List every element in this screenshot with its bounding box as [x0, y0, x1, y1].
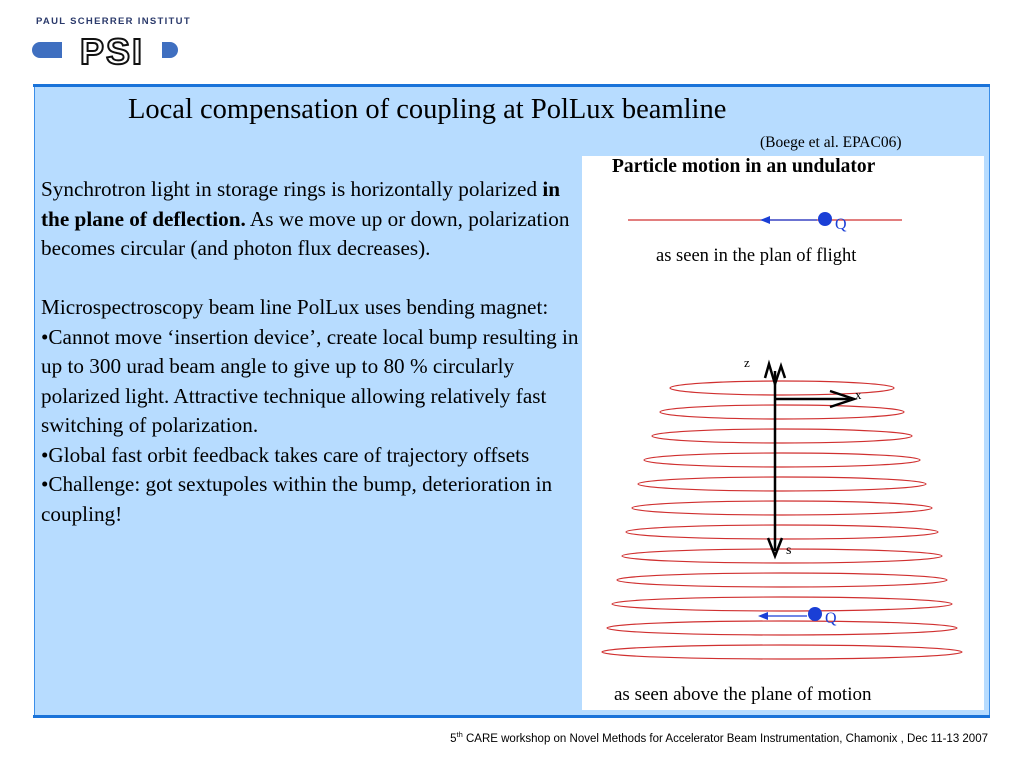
- figure-caption-top: as seen in the plan of flight: [656, 246, 857, 266]
- particle-top: [818, 212, 832, 226]
- paragraph-text: As we move up or down, polarization becomes circular (and photon flux decreases).: [41, 206, 570, 260]
- arrowhead-top: [760, 216, 770, 224]
- slide-title: Local compensation of coupling at PolLux beamline: [128, 94, 727, 125]
- helical-trajectory: [602, 381, 962, 659]
- bullet-item: •Challenge: got sextupoles within the bump, deterioration in coupling!: [41, 472, 553, 526]
- charge-label-top: Q: [835, 216, 847, 233]
- figure-caption-bottom: as seen above the plane of motion: [614, 684, 872, 705]
- paragraph-bold-text: in the plane of deflection.: [41, 177, 561, 231]
- figure-title: Particle motion in an undulator: [612, 156, 876, 177]
- arrowhead-bottom: [758, 612, 768, 620]
- undulator-figure: [582, 156, 984, 710]
- footer-body: CARE workshop on Novel Methods for Accelerator Beam Instrumentation, Chamonix , Dec 11-13 2007: [462, 732, 988, 745]
- charge-label-bottom: Q: [825, 610, 837, 627]
- logo-mark-text: PSI: [79, 31, 145, 72]
- bullet-item: •Global fast orbit feedback takes care of trajectory offsets: [41, 442, 530, 467]
- undulator-diagram: [582, 156, 984, 710]
- paragraph-polarization: [41, 175, 581, 264]
- reference-citation: (Boege et al. EPAC06): [760, 134, 902, 151]
- logo-caption: PAUL SCHERRER INSTITUT: [36, 16, 191, 27]
- bullet-item: •Cannot move ‘insertion device’, create local bump resulting in up to 300 urad beam angle to give up to 80 % circularly polarized light. Attractive technique allowing relatively fast switching of polarization.: [41, 324, 579, 437]
- bottom-divider: [33, 715, 990, 718]
- psi-logo: [30, 14, 190, 74]
- axis-x-label: x: [855, 387, 862, 402]
- footer-text: [450, 730, 988, 745]
- slide-body: [41, 175, 581, 529]
- particle-bottom: [808, 607, 822, 621]
- paragraph-text: Synchrotron light in storage rings is horizontally polarized: [41, 177, 543, 201]
- coordinate-axes: [765, 364, 854, 556]
- footer-superscript: th: [456, 730, 463, 739]
- psi-logo-mark: [30, 30, 180, 74]
- axis-z-label: z: [744, 355, 750, 370]
- axis-s-label: s: [786, 543, 792, 558]
- paragraph-pollux: Microspectroscopy beam line PolLux uses bending magnet:: [41, 295, 549, 319]
- footer-number: 5: [450, 732, 457, 745]
